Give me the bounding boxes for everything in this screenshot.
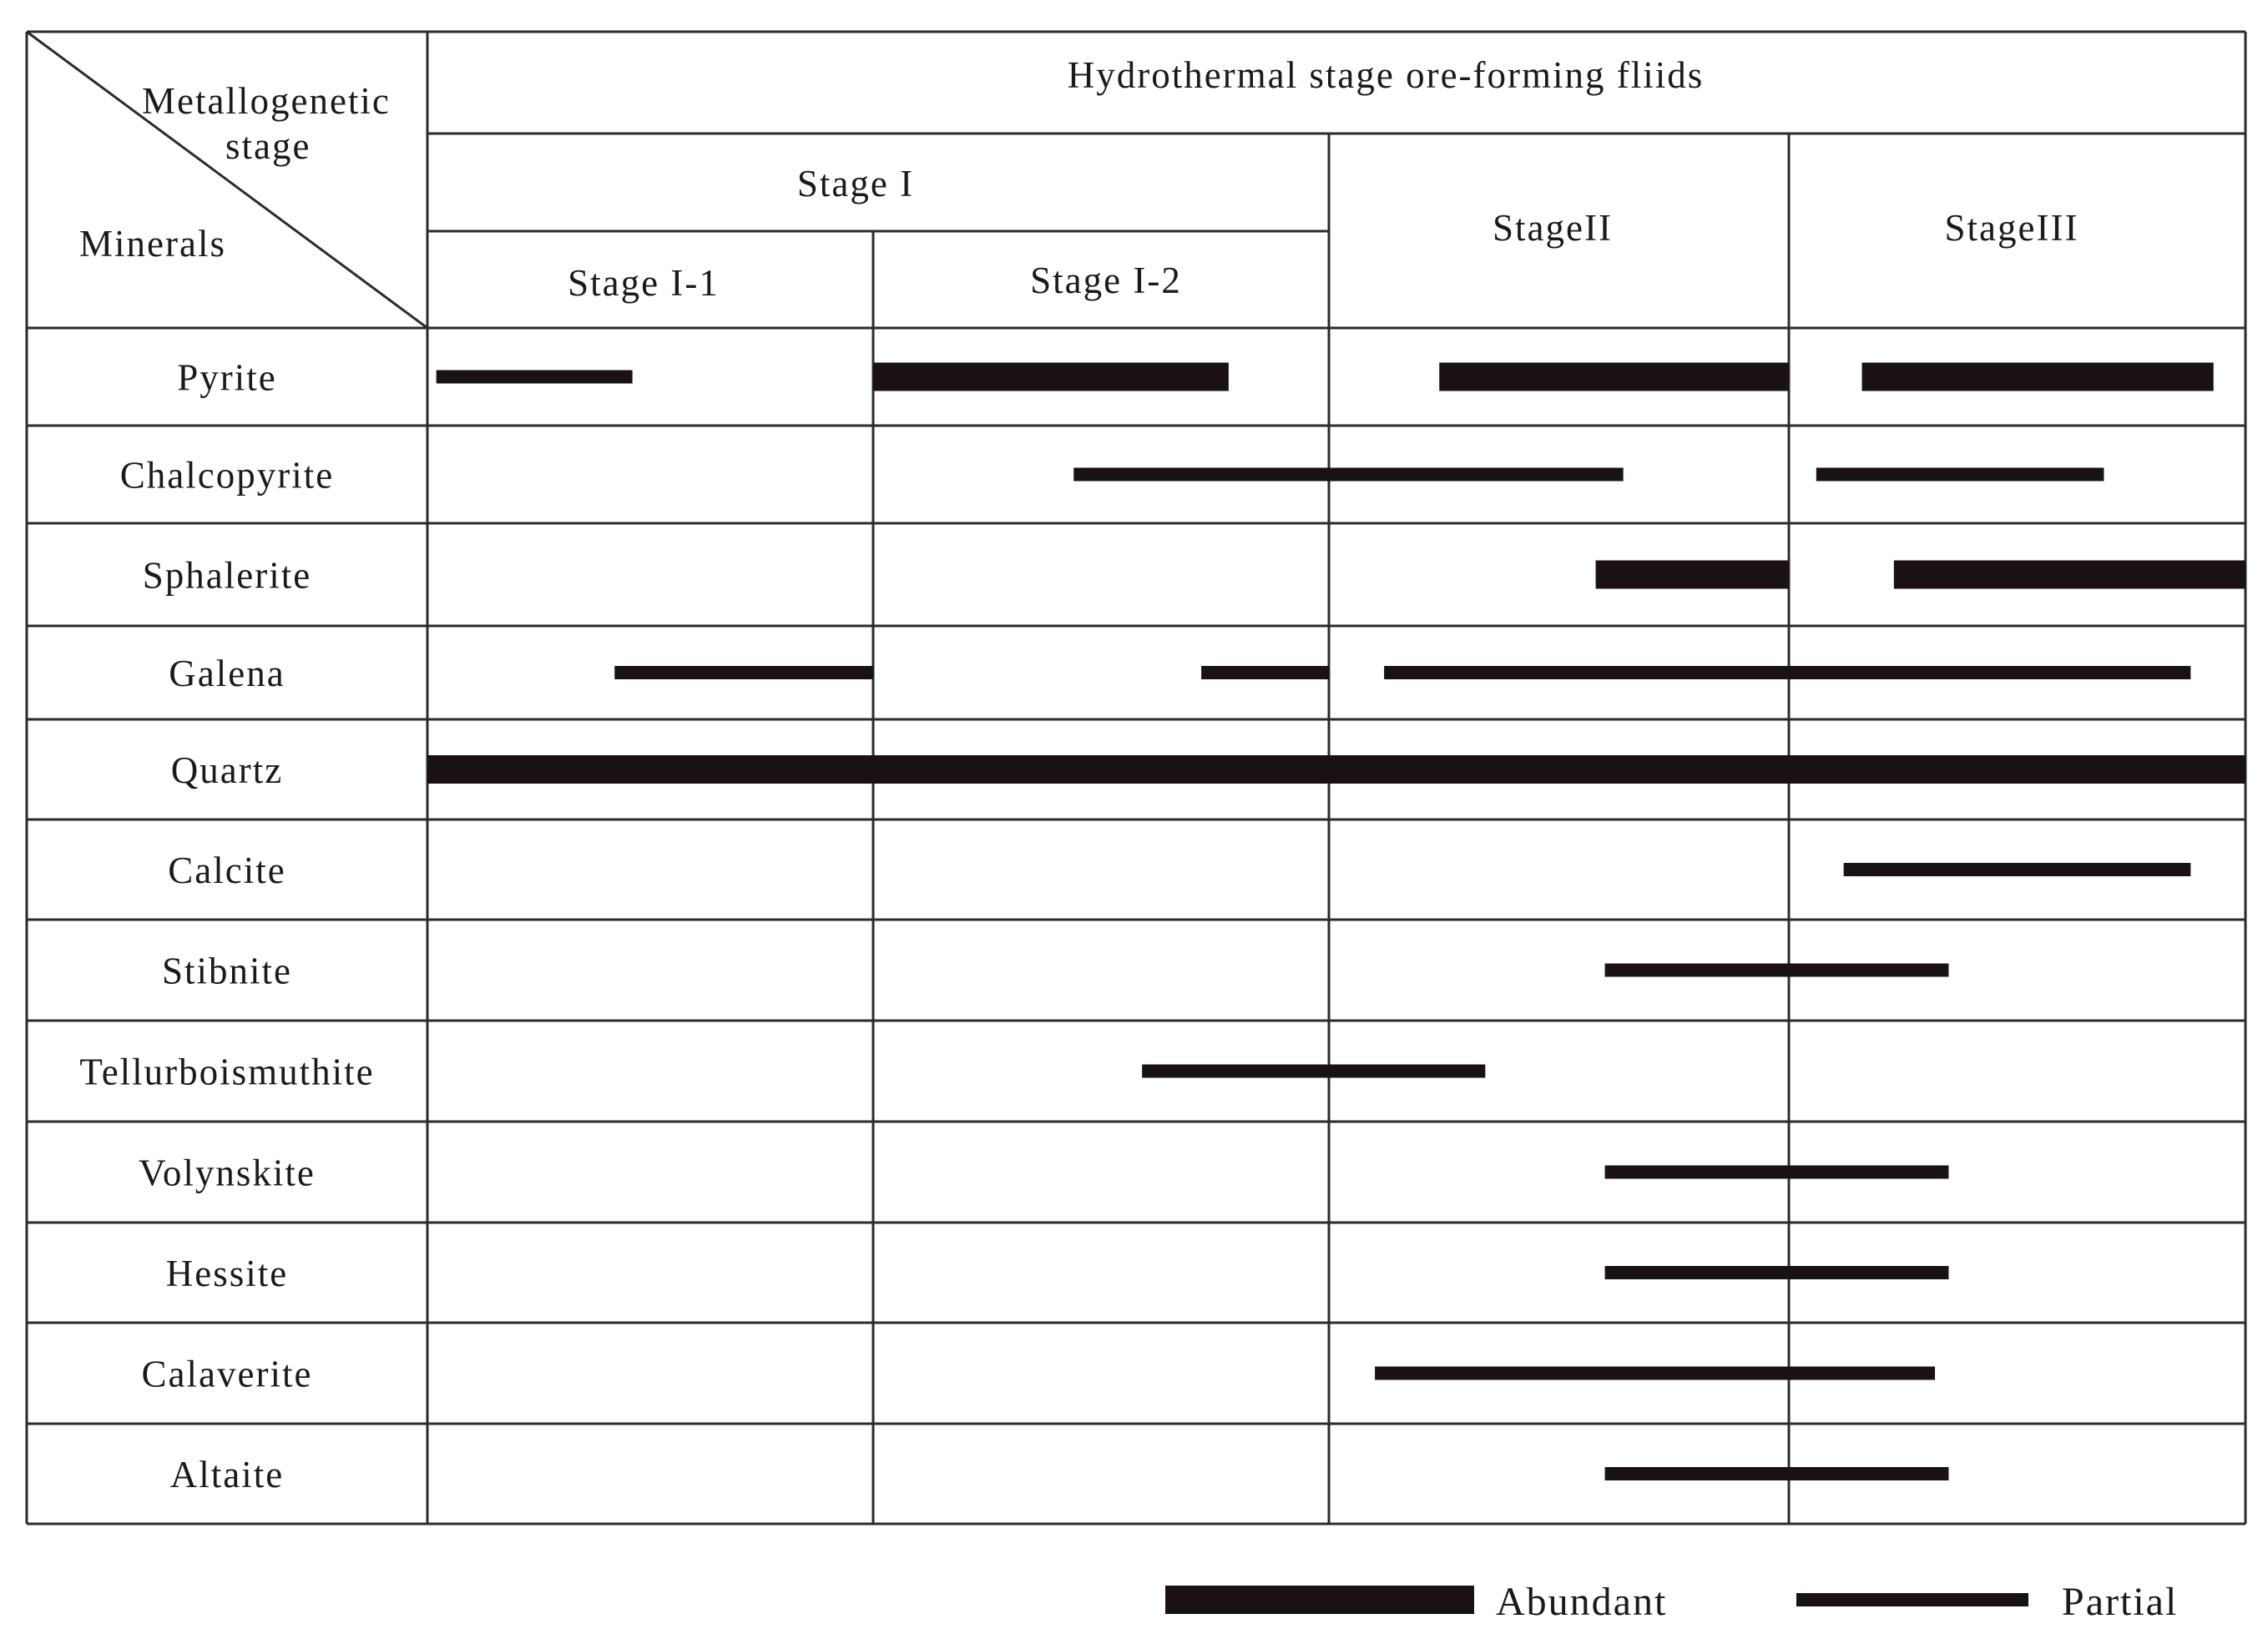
- bar-partial-chalcopyrite: [1073, 468, 1623, 482]
- mineral-label: Stibnite: [161, 950, 293, 992]
- mineral-label: Sphalerite: [142, 554, 312, 597]
- bar-partial-chalcopyrite: [1816, 468, 2104, 482]
- corner-diagonal: [27, 32, 427, 328]
- stage-1-header: Stage I: [796, 163, 915, 204]
- bar-partial-altaite: [1605, 1467, 1949, 1480]
- stage-1-2-header: Stage I-2: [1030, 260, 1182, 301]
- corner-stage-label: Metallogenetic: [142, 80, 391, 122]
- main-header-title: Hydrothermal stage ore-forming fliids: [1067, 54, 1705, 96]
- bar-partial-galena: [1384, 666, 2190, 679]
- bar-partial-galena: [1201, 666, 1329, 679]
- stage-1-1-header: Stage I-1: [568, 262, 720, 304]
- legend-abundant-swatch: [1165, 1586, 1474, 1614]
- bar-abundant-pyrite: [873, 363, 1229, 391]
- stage-3-header: StageIII: [1944, 207, 2079, 249]
- duration-bars: [427, 363, 2245, 1481]
- bar-partial-galena: [614, 666, 873, 679]
- bar-partial-stibnite: [1605, 964, 1949, 977]
- legend: [1165, 1580, 2178, 1624]
- bar-abundant-pyrite: [1439, 363, 1789, 391]
- mineral-label: Hessite: [165, 1253, 289, 1294]
- mineral-label: Altaite: [169, 1454, 285, 1495]
- legend-partial-swatch: [1796, 1593, 2028, 1606]
- mineral-label: Chalcopyrite: [119, 454, 335, 497]
- mineral-labels: [79, 357, 374, 1496]
- bar-partial-pyrite: [437, 371, 633, 384]
- bar-partial-hessite: [1605, 1266, 1949, 1279]
- bar-abundant-sphalerite: [1596, 561, 1789, 589]
- bar-abundant-quartz: [427, 755, 2245, 784]
- bar-partial-calcite: [1844, 863, 2191, 876]
- legend-partial-label: Partial: [2062, 1580, 2179, 1624]
- mineral-label: Galena: [169, 653, 285, 694]
- corner-minerals-label: Minerals: [79, 223, 226, 265]
- legend-abundant-label: Abundant: [1496, 1580, 1668, 1624]
- bar-partial-calaverite: [1375, 1367, 1935, 1380]
- bar-abundant-pyrite: [1862, 363, 2214, 391]
- stage-2-header: StageII: [1493, 207, 1613, 249]
- mineral-label: Calaverite: [141, 1353, 313, 1395]
- corner-stage-label-2: stage: [225, 125, 311, 167]
- mineral-label: Pyrite: [177, 356, 277, 399]
- mineral-label: Tellurboismuthite: [79, 1051, 375, 1093]
- mineral-label: Calcite: [168, 850, 286, 891]
- bar-abundant-sphalerite: [1894, 561, 2245, 589]
- mineral-label: Quartz: [170, 749, 284, 791]
- bar-partial-tellurboismuthite: [1142, 1065, 1485, 1078]
- bar-partial-volynskite: [1605, 1166, 1949, 1179]
- mineral-label: Volynskite: [139, 1152, 316, 1194]
